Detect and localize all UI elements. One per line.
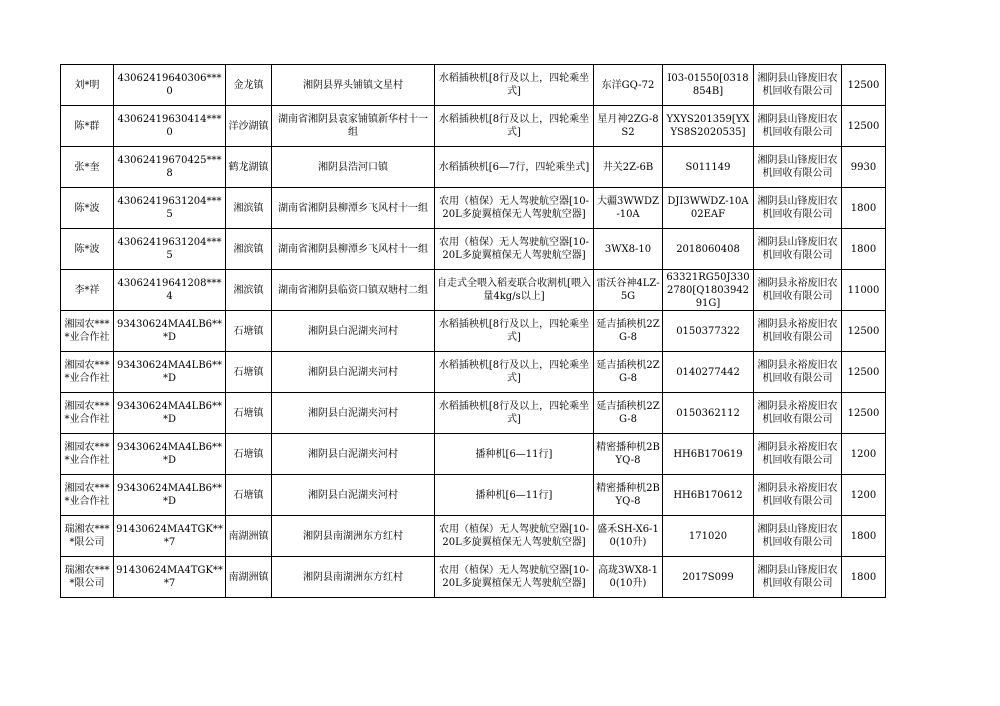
id-cell: 43062419631204***5 — [114, 188, 226, 229]
amount-cell: 1800 — [842, 229, 886, 270]
model-cell: 延吉插秧机2ZG-8 — [594, 352, 663, 393]
machine-type-cell: 农用（植保）无人驾驶航空器[10-20L多旋翼植保无人驾驶航空器] — [435, 516, 594, 557]
id-cell: 93430624MA4LB6***D — [114, 311, 226, 352]
table-row — [61, 557, 886, 598]
name-cell: 瑞湘农****限公司 — [61, 557, 114, 598]
machine-type-cell: 水稻插秧机[6—7行，四轮乘坐式] — [435, 147, 594, 188]
name-cell: 湘园农****业合作社 — [61, 352, 114, 393]
town-cell: 湘滨镇 — [226, 229, 272, 270]
id-cell: 91430624MA4TGK***7 — [114, 557, 226, 598]
table-row — [61, 188, 886, 229]
address-cell: 湖南省湘阴县临资口镇双塘村二组 — [272, 270, 435, 311]
recycler-cell: 湘阴县永裕废旧农机回收有限公司 — [754, 434, 842, 475]
address-cell: 湘阴县界头铺镇文星村 — [272, 65, 435, 106]
name-cell: 陈*波 — [61, 188, 114, 229]
address-cell: 湘阴县白泥湖夹河村 — [272, 352, 435, 393]
recycler-cell: 湘阴县山锋废旧农机回收有限公司 — [754, 188, 842, 229]
model-cell: 井关2Z-6B — [594, 147, 663, 188]
amount-cell: 12500 — [842, 393, 886, 434]
table-row — [61, 434, 886, 475]
amount-cell: 1800 — [842, 516, 886, 557]
id-cell: 93430624MA4LB6***D — [114, 352, 226, 393]
town-cell: 金龙镇 — [226, 65, 272, 106]
id-cell: 43062419641208***4 — [114, 270, 226, 311]
name-cell: 湘园农****业合作社 — [61, 434, 114, 475]
serial-cell: 63321RG50J3302780[Q180394291G] — [663, 270, 754, 311]
address-cell: 湘阴县白泥湖夹河村 — [272, 475, 435, 516]
recycler-cell: 湘阴县山锋废旧农机回收有限公司 — [754, 516, 842, 557]
recycler-cell: 湘阴县山锋废旧农机回收有限公司 — [754, 229, 842, 270]
town-cell: 湘滨镇 — [226, 188, 272, 229]
table-row — [61, 106, 886, 147]
amount-cell: 1800 — [842, 188, 886, 229]
machine-type-cell: 农用（植保）无人驾驶航空器[10-20L多旋翼植保无人驾驶航空器] — [435, 188, 594, 229]
table-row — [61, 352, 886, 393]
town-cell: 洋沙湖镇 — [226, 106, 272, 147]
serial-cell: 171020 — [663, 516, 754, 557]
name-cell: 湘园农****业合作社 — [61, 311, 114, 352]
machine-type-cell: 水稻插秧机[8行及以上，四轮乘坐式] — [435, 352, 594, 393]
serial-cell: S011149 — [663, 147, 754, 188]
address-cell: 湘阴县白泥湖夹河村 — [272, 311, 435, 352]
recycler-cell: 湘阴县永裕废旧农机回收有限公司 — [754, 352, 842, 393]
id-cell: 43062419670425***8 — [114, 147, 226, 188]
town-cell: 湘滨镇 — [226, 270, 272, 311]
id-cell: 91430624MA4TGK***7 — [114, 516, 226, 557]
town-cell: 石塘镇 — [226, 311, 272, 352]
machine-type-cell: 水稻插秧机[8行及以上，四轮乘坐式] — [435, 393, 594, 434]
address-cell: 湘阴县白泥湖夹河村 — [272, 393, 435, 434]
model-cell: 盛禾SH-X6-10(10升) — [594, 516, 663, 557]
address-cell: 湖南省湘阴县袁家铺镇新华村十一组 — [272, 106, 435, 147]
model-cell: 雷沃谷神4LZ-5G — [594, 270, 663, 311]
model-cell: 东洋GQ-72 — [594, 65, 663, 106]
model-cell: 星月神2ZG-8S2 — [594, 106, 663, 147]
amount-cell: 1200 — [842, 475, 886, 516]
serial-cell: 0150377322 — [663, 311, 754, 352]
amount-cell: 12500 — [842, 311, 886, 352]
machine-type-cell: 自走式全喂入稻麦联合收割机[喂入量4kg/s以上] — [435, 270, 594, 311]
amount-cell: 12500 — [842, 106, 886, 147]
id-cell: 43062419631204***5 — [114, 229, 226, 270]
machine-type-cell: 水稻插秧机[8行及以上，四轮乘坐式] — [435, 106, 594, 147]
recycler-cell: 湘阴县永裕废旧农机回收有限公司 — [754, 311, 842, 352]
address-cell: 湘阴县白泥湖夹河村 — [272, 434, 435, 475]
recycler-cell: 湘阴县山锋废旧农机回收有限公司 — [754, 557, 842, 598]
name-cell: 湘园农****业合作社 — [61, 393, 114, 434]
table-row — [61, 270, 886, 311]
serial-cell: YXYS201359[YXYS8S2020535] — [663, 106, 754, 147]
machine-type-cell: 播种机[6—11行] — [435, 434, 594, 475]
model-cell: 延吉插秧机2ZG-8 — [594, 393, 663, 434]
name-cell: 张*奎 — [61, 147, 114, 188]
recycler-cell: 湘阴县山锋废旧农机回收有限公司 — [754, 106, 842, 147]
name-cell: 湘园农****业合作社 — [61, 475, 114, 516]
name-cell: 瑞湘农****限公司 — [61, 516, 114, 557]
recycler-cell: 湘阴县山锋废旧农机回收有限公司 — [754, 147, 842, 188]
model-cell: 精密播种机2BYQ-8 — [594, 434, 663, 475]
address-cell: 湖南省湘阴县柳潭乡飞风村十一组 — [272, 188, 435, 229]
town-cell: 石塘镇 — [226, 434, 272, 475]
serial-cell: 0150362112 — [663, 393, 754, 434]
id-cell: 93430624MA4LB6***D — [114, 393, 226, 434]
amount-cell: 1200 — [842, 434, 886, 475]
serial-cell: 0140277442 — [663, 352, 754, 393]
amount-cell: 11000 — [842, 270, 886, 311]
id-cell: 93430624MA4LB6***D — [114, 434, 226, 475]
table-row — [61, 311, 886, 352]
address-cell: 湖南省湘阴县柳潭乡飞风村十一组 — [272, 229, 435, 270]
machine-type-cell: 农用（植保）无人驾驶航空器[10-20L多旋翼植保无人驾驶航空器] — [435, 557, 594, 598]
table-row — [61, 147, 886, 188]
name-cell: 刘*明 — [61, 65, 114, 106]
model-cell: 3WX8-10 — [594, 229, 663, 270]
table-row — [61, 65, 886, 106]
machine-type-cell: 播种机[6—11行] — [435, 475, 594, 516]
recycler-cell: 湘阴县永裕废旧农机回收有限公司 — [754, 270, 842, 311]
name-cell: 陈*群 — [61, 106, 114, 147]
town-cell: 南湖洲镇 — [226, 557, 272, 598]
machine-type-cell: 水稻插秧机[8行及以上，四轮乘坐式] — [435, 311, 594, 352]
town-cell: 石塘镇 — [226, 393, 272, 434]
recycler-cell: 湘阴县山锋废旧农机回收有限公司 — [754, 65, 842, 106]
amount-cell: 12500 — [842, 352, 886, 393]
serial-cell: HH6B170612 — [663, 475, 754, 516]
id-cell: 93430624MA4LB6***D — [114, 475, 226, 516]
subsidy-table — [60, 64, 886, 598]
amount-cell: 1800 — [842, 557, 886, 598]
name-cell: 李*祥 — [61, 270, 114, 311]
amount-cell: 12500 — [842, 65, 886, 106]
amount-cell: 9930 — [842, 147, 886, 188]
table-body — [61, 65, 886, 598]
machine-type-cell: 水稻插秧机[8行及以上，四轮乘坐式] — [435, 65, 594, 106]
table-row — [61, 229, 886, 270]
address-cell: 湘阴县南湖洲东方红村 — [272, 516, 435, 557]
model-cell: 高珑3WX8-10(10升) — [594, 557, 663, 598]
model-cell: 大疆3WWDZ-10A — [594, 188, 663, 229]
machine-type-cell: 农用（植保）无人驾驶航空器[10-20L多旋翼植保无人驾驶航空器] — [435, 229, 594, 270]
serial-cell: 2018060408 — [663, 229, 754, 270]
id-cell: 43062419640306***0 — [114, 65, 226, 106]
table-row — [61, 393, 886, 434]
serial-cell: DJI3WWDZ-10A02EAF — [663, 188, 754, 229]
model-cell: 延吉插秧机2ZG-8 — [594, 311, 663, 352]
address-cell: 湘阴县浩河口镇 — [272, 147, 435, 188]
recycler-cell: 湘阴县永裕废旧农机回收有限公司 — [754, 475, 842, 516]
serial-cell: I03-01550[0318854B] — [663, 65, 754, 106]
serial-cell: HH6B170619 — [663, 434, 754, 475]
town-cell: 南湖洲镇 — [226, 516, 272, 557]
town-cell: 鹤龙湖镇 — [226, 147, 272, 188]
name-cell: 陈*波 — [61, 229, 114, 270]
address-cell: 湘阴县南湖洲东方红村 — [272, 557, 435, 598]
town-cell: 石塘镇 — [226, 475, 272, 516]
table-row — [61, 475, 886, 516]
town-cell: 石塘镇 — [226, 352, 272, 393]
serial-cell: 2017S099 — [663, 557, 754, 598]
table-row — [61, 516, 886, 557]
recycler-cell: 湘阴县永裕废旧农机回收有限公司 — [754, 393, 842, 434]
model-cell: 精密播种机2BYQ-8 — [594, 475, 663, 516]
id-cell: 43062419630414***0 — [114, 106, 226, 147]
